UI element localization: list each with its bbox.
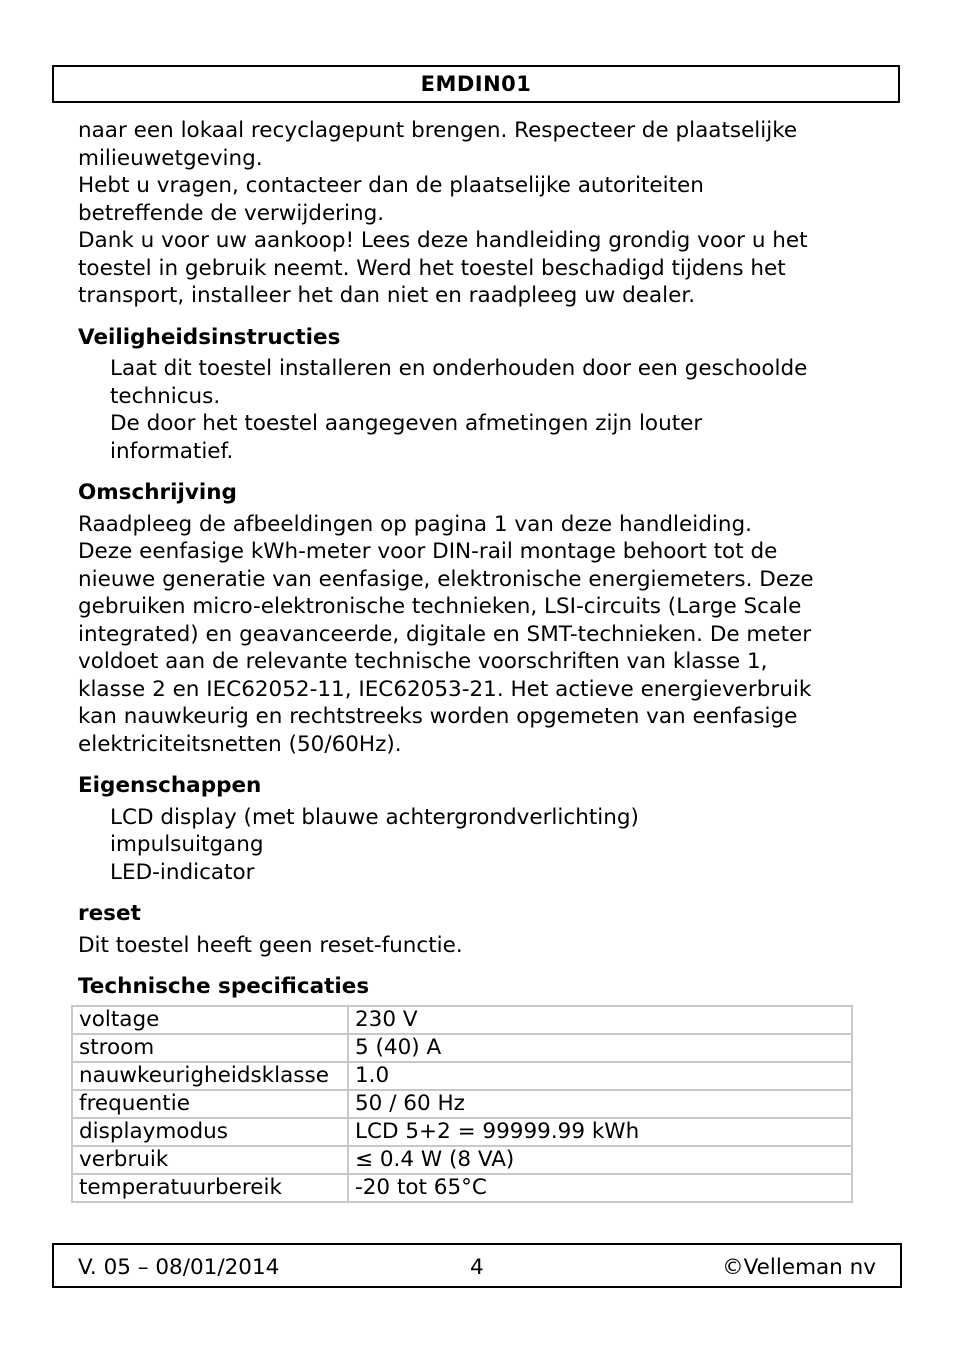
features-heading: Eigenschappen [78,773,262,798]
text-line: kan nauwkeurig en rechtstreeks worden opgemeten van eenfasige [78,704,798,729]
specs-heading: Technische specificaties [78,974,370,999]
page-number: 4 [470,1255,484,1280]
text-line: voldoet aan de relevante technische voorschriften van klasse 1, [78,649,768,674]
spec-label: temperatuurbereik [72,1174,348,1202]
text-line: Hebt u vragen, contacteer dan de plaatselijke autoriteiten [78,173,704,198]
spec-label: frequentie [72,1090,348,1118]
text-line: nieuwe generatie van eenfasige, elektronische energiemeters. Deze [78,566,814,592]
table-row [72,1174,852,1202]
text-line: transport, installeer het dan niet en raadpleeg uw dealer. [78,283,696,308]
list-line: Laat dit toestel installeren en onderhouden door een geschoolde [110,356,808,381]
text-line: naar een lokaal recyclagepunt brengen. Respecteer de plaatselijke [78,118,798,143]
spec-value: -20 tot 65°C [348,1174,852,1202]
text-line: klasse 2 en IEC62052-11, IEC62053-21. Het actieve energieverbruik [78,676,812,702]
spec-label: displaymodus [72,1118,348,1146]
text-line: Dank u voor uw aankoop! Lees deze handleiding grondig voor u het [78,228,808,253]
table-row [72,1090,852,1118]
list-line: LCD display (met blauwe achtergrondverlichting) [110,804,639,830]
text-line: elektriciteitsnetten (50/60Hz). [78,731,402,757]
description-heading: Omschrijving [78,480,237,505]
document-title: EMDIN01 [420,72,532,96]
safety-heading: Veiligheidsinstructies [78,324,341,350]
reset-heading: reset [78,901,141,926]
spec-value: 50 / 60 Hz [348,1090,852,1118]
text-line: toestel in gebruik neemt. Werd het toestel beschadigd tijdens het [78,255,786,281]
spec-label: stroom [72,1034,348,1062]
spec-value: LCD 5+2 = 99999.99 kWh [348,1118,852,1146]
page-header [52,65,900,103]
safety-list [78,355,888,465]
description-section [78,511,888,759]
text-line: betreffende de verwijdering. [78,200,385,226]
spec-label: verbruik [72,1146,348,1174]
table-row [72,1062,852,1090]
spec-label: voltage [72,1006,348,1034]
page-content [78,117,888,1203]
features-list [78,804,888,887]
table-row [72,1146,852,1174]
list-line: technicus. [110,383,221,409]
table-row [72,1034,852,1062]
text-line: milieuwetgeving. [78,145,263,171]
version-date: V. 05 – 08/01/2014 [78,1255,280,1280]
specs-table [71,1005,853,1203]
list-line: impulsuitgang [110,832,264,857]
list-line: informatief. [110,438,234,464]
list-line: LED-indicator [110,859,255,885]
table-row [72,1118,852,1146]
copyright: ©Velleman nv [722,1255,876,1280]
spec-value: ≤ 0.4 W (8 VA) [348,1146,852,1174]
page-footer [52,1243,902,1288]
text-line: gebruiken micro-elektronische technieken, LSI-circuits (Large Scale [78,594,802,619]
list-line: De door het toestel aangegeven afmetingen zijn louter [110,411,703,436]
table-row [72,1006,852,1034]
text-line: Raadpleeg de afbeeldingen op pagina 1 van deze handleiding. [78,511,752,537]
spec-label: nauwkeurigheidsklasse [72,1062,348,1090]
reset-text: Dit toestel heeft geen reset-functie. [78,932,463,958]
spec-value: 230 V [348,1006,852,1034]
spec-value: 5 (40) A [348,1034,852,1062]
text-line: Deze eenfasige kWh-meter voor DIN-rail montage behoort tot de [78,539,778,564]
text-line: integrated) en geavanceerde, digitale en SMT-technieken. De meter [78,621,812,647]
intro-section [78,117,888,310]
spec-value: 1.0 [348,1062,852,1090]
